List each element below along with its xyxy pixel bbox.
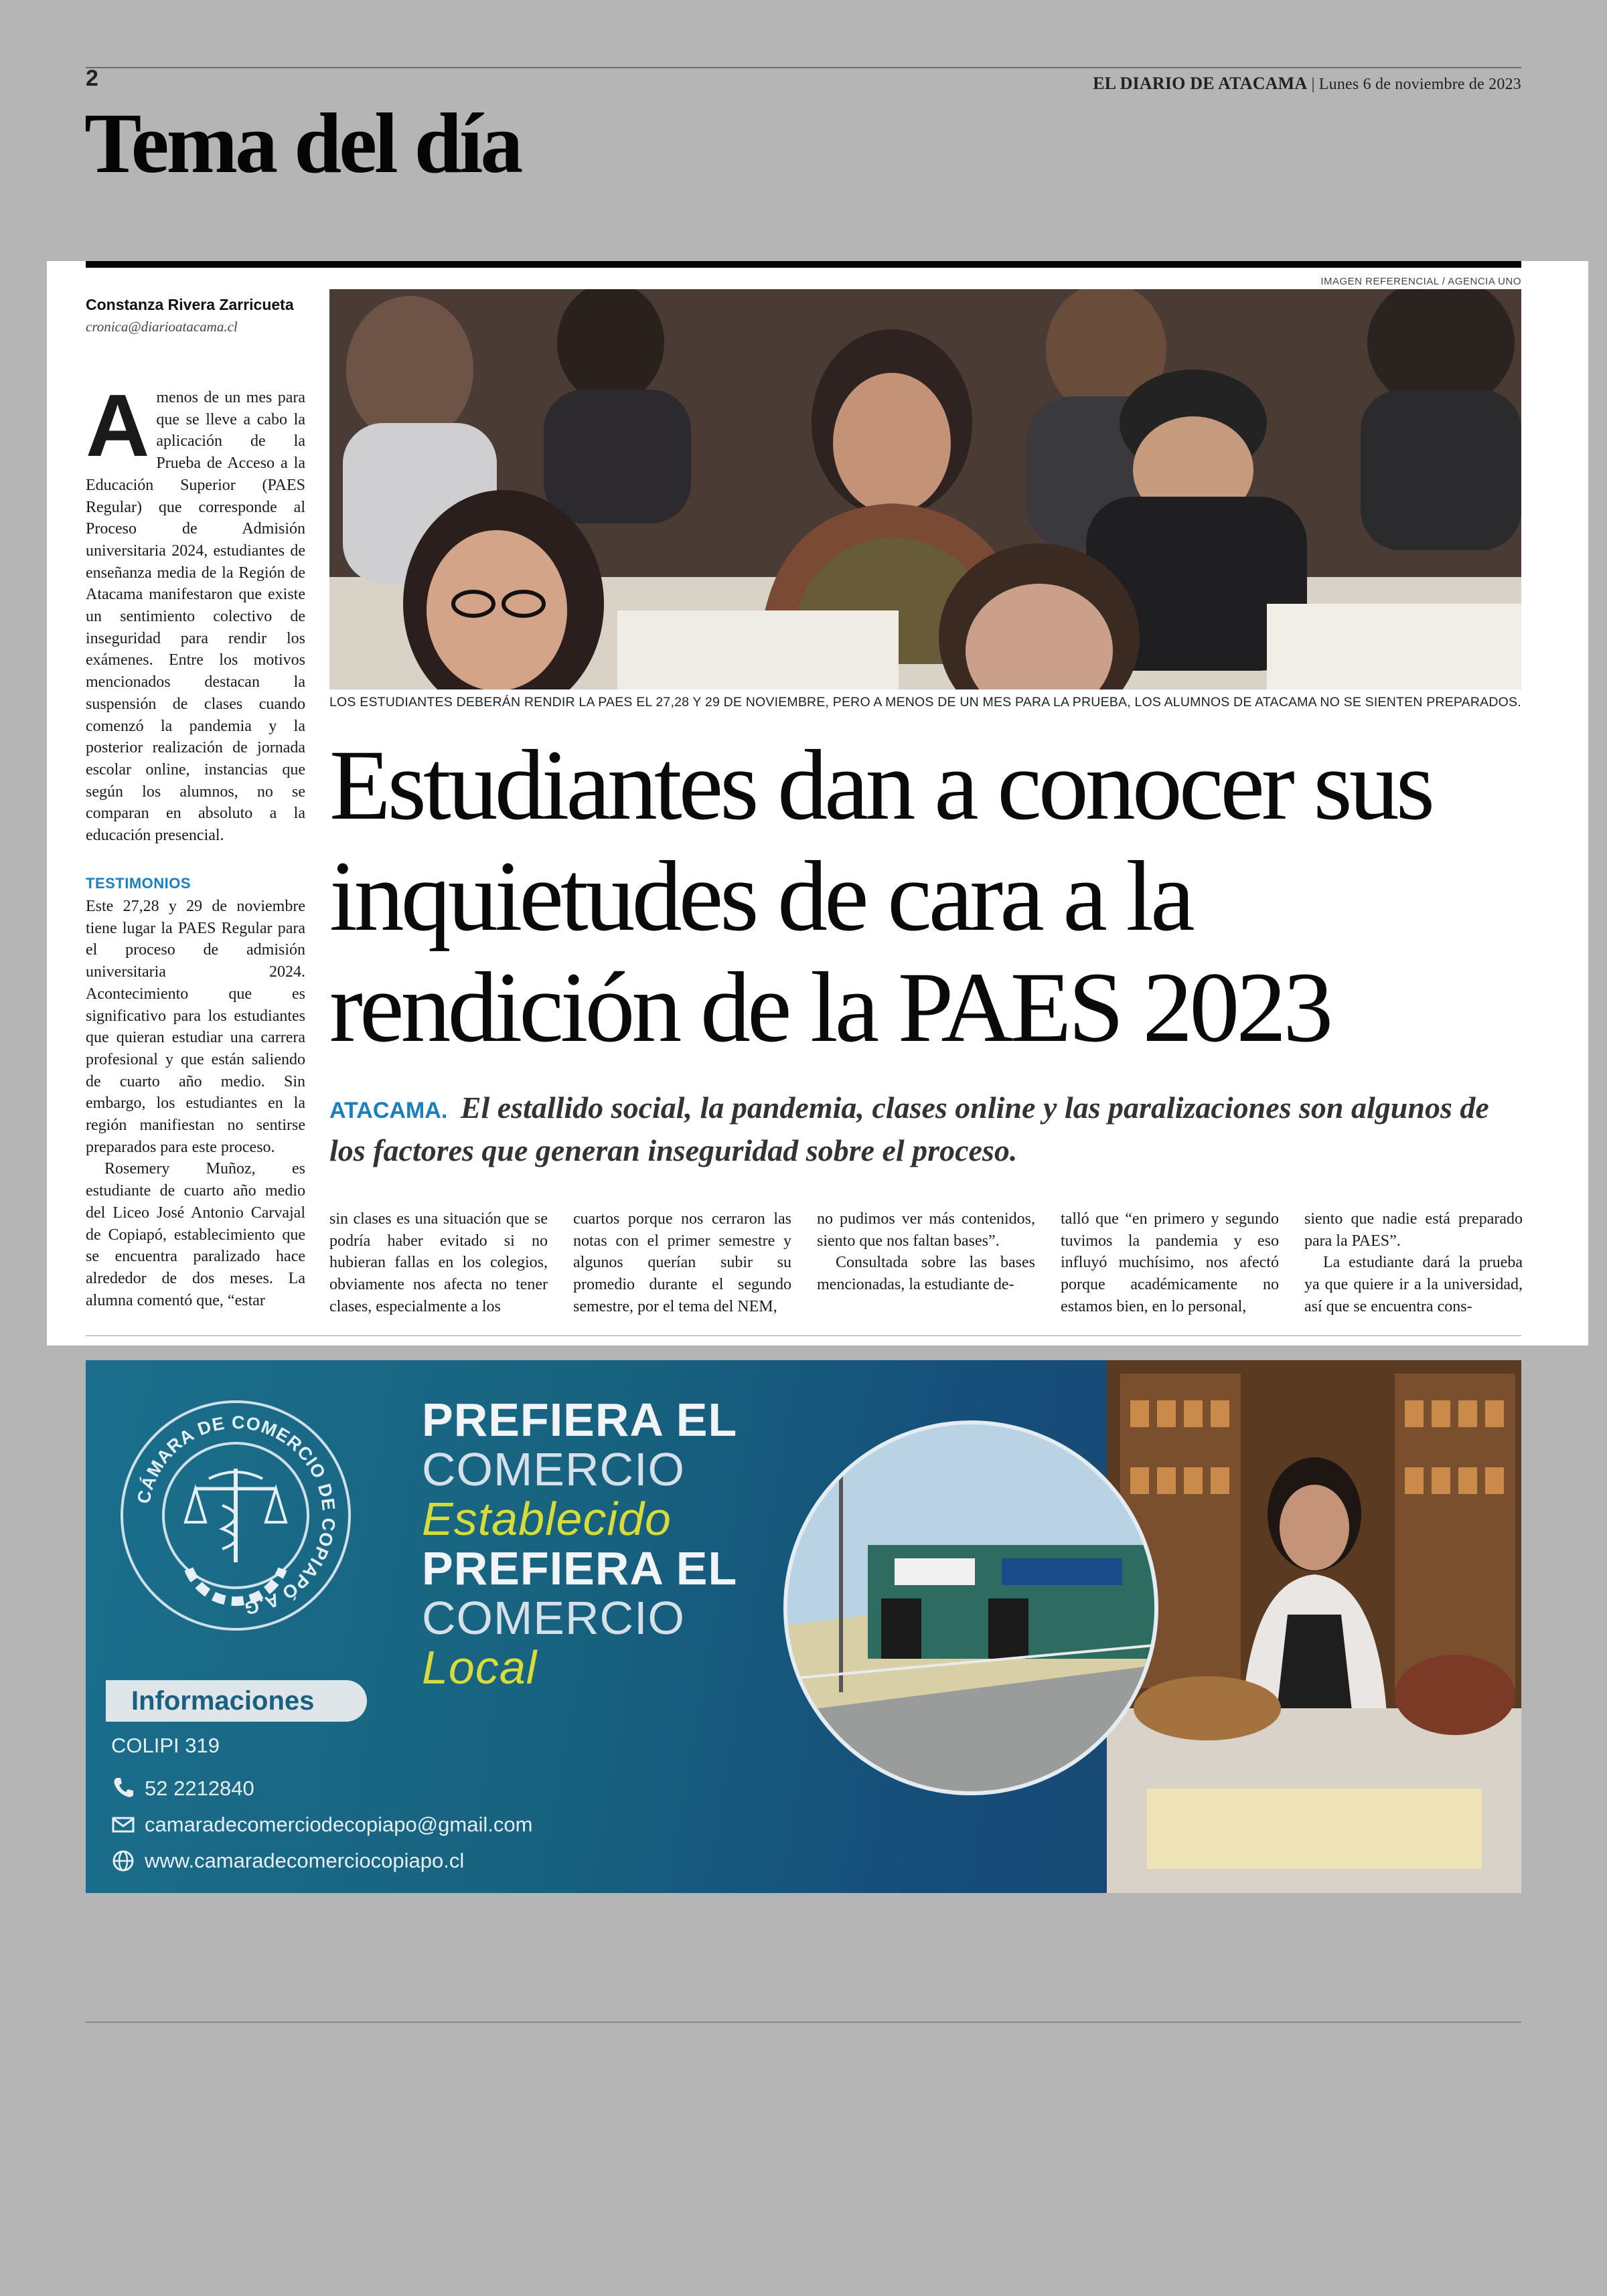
ad-line-6: Local xyxy=(422,1641,538,1694)
ad-line-2: COMERCIO xyxy=(422,1443,685,1495)
phone-icon xyxy=(111,1775,135,1799)
newspaper-name: EL DIARIO DE ATACAMA xyxy=(1093,74,1308,93)
issue-date: Lunes 6 de noviembre de 2023 xyxy=(1318,76,1521,93)
deck xyxy=(329,1088,1521,1171)
informaciones-badge: Informaciones xyxy=(106,1680,367,1722)
author-email: cronica@diarioatacama.cl xyxy=(86,319,238,335)
section-title: Tema del día xyxy=(84,96,521,191)
column-1-body xyxy=(86,896,305,1311)
column-4-body xyxy=(817,1208,1035,1296)
ad-address: COLIPI 319 xyxy=(111,1734,220,1757)
ad-line-1: PREFIERA EL xyxy=(422,1394,738,1446)
subhead-testimonios: TESTIMONIOS xyxy=(86,875,192,892)
drop-cap: A xyxy=(86,376,150,475)
street-illustration xyxy=(787,1424,1154,1791)
ad-email[interactable]: camaradecomerciodecopiapo@gmail.com xyxy=(145,1813,533,1836)
paragraph: siento que nadie está preparado para la PAES”. xyxy=(1304,1210,1523,1250)
masthead-separator: | xyxy=(1311,76,1319,93)
ad-line-5: COMERCIO xyxy=(422,1592,685,1644)
page-number: 2 xyxy=(86,66,98,91)
author-name: Constanza Rivera Zarricueta xyxy=(86,296,294,313)
email-icon xyxy=(111,1813,135,1837)
paragraph: La estudiante dará la prueba ya que quiere ir a la universidad, así que se encuentra cons- xyxy=(1304,1254,1523,1315)
globe-icon xyxy=(111,1849,135,1873)
ad-phone[interactable]: 52 2212840 xyxy=(145,1777,254,1800)
advertisement-banner[interactable] xyxy=(86,1360,1521,1893)
page-bottom-rule xyxy=(86,2022,1521,2023)
column-6-body xyxy=(1304,1208,1523,1318)
paragraph: Consultada sobre las bases mencionadas, la estudiante de- xyxy=(817,1254,1035,1294)
article-photo xyxy=(329,289,1521,689)
deck-text: El estallido social, la pandemia, clases online y las paralizaciones son algunos de los factores que generan inseguridad sobre el proceso. xyxy=(329,1090,1489,1167)
chamber-logo xyxy=(108,1388,363,1643)
students-photo-illustration xyxy=(329,289,1521,689)
column-5-body: talló que “en primero y segundo tuvimos la pandemia y eso influyó muchísimo, nos afectó porque académicamente no estamos bien, en lo personal, xyxy=(1061,1210,1279,1315)
masthead xyxy=(1093,74,1521,94)
ad-line-3: Establecido xyxy=(422,1493,672,1545)
paragraph: Rosemery Muñoz, es estudiante de cuarto año medio del Liceo José Antonio Carvajal de Copiapó, establecimiento que se encuentra paralizado hace alrededor de dos meses. La alumna comentó que, “estar xyxy=(86,1160,305,1309)
lead-paragraph xyxy=(86,376,305,847)
paragraph: Este 27,28 y 29 de noviembre tiene lugar la PAES Regular para el proceso de admisión universitaria 2024. Acontecimiento que es significativo para los estudiantes que quieran estudiar una carrera profesional y que están saliendo de cuarto año medio. Sin embargo, los estudiantes en la región manifiestan no sentirse preparados para este proceso. xyxy=(86,898,305,1156)
top-rule xyxy=(86,67,1521,68)
street-photo xyxy=(783,1420,1158,1795)
ad-line-4: PREFIERA EL xyxy=(422,1542,738,1594)
paragraph: no pudimos ver más contenidos, siento que nos faltan bases”. xyxy=(817,1210,1035,1250)
shop-photo xyxy=(1107,1360,1521,1893)
logo-text: CÁMARA DE COMERCIO DE COPIAPÓ A.G xyxy=(133,1412,339,1619)
deck-kicker: ATACAMA. xyxy=(329,1098,448,1123)
headline: Estudiantes dan a conocer sus inquietudes de cara a la rendición de la PAES 2023 xyxy=(329,730,1432,1063)
column-2-body: sin clases es una situación que se podría haber evitado si no hubieran fallas en los colegios, obviamente nos afecta no tener clases, especialmente a los xyxy=(329,1210,548,1315)
shopkeeper-illustration xyxy=(1107,1360,1521,1893)
column-3-body: cuartos porque nos cerraron las notas con el primer semestre y algunos querían subir su promedio durante el segundo semestre, por el tema del NEM, xyxy=(573,1210,791,1315)
ad-website[interactable]: www.camaradecomerciocopiapo.cl xyxy=(145,1849,465,1872)
article-bottom-rule xyxy=(86,1335,1521,1336)
photo-caption: LOS ESTUDIANTES DEBERÁN RENDIR LA PAES EL 27,28 Y 29 DE NOVIEMBRE, PERO A MENOS DE UN MES PARA LA PRUEBA, LOS ALUMNOS DE ATACAMA NO SE SIENTEN PREPARADOS. xyxy=(329,695,1521,710)
photo-credit: IMAGEN REFERENCIAL / AGENCIA UNO xyxy=(1320,276,1521,287)
article-top-rule xyxy=(86,261,1521,268)
lead-text: menos de un mes para que se lleve a cabo la aplicación de la Prueba de Acceso a la Educación Superior (PAES Regular) que corresponde al Proceso de Admisión universitaria 2024, estudiantes de enseñanza media de la Región de Atacama manifestaron que existe un sentimiento colectivo de inseguridad para rendir los exámenes. Entre los motivos mencionados destacan la suspensión de clases cuando comenzó la pandemia y la posterior realización de jornada escolar online, instancias que según los alumnos, no se comparan en absoluto a la educación presencial. xyxy=(86,389,305,845)
